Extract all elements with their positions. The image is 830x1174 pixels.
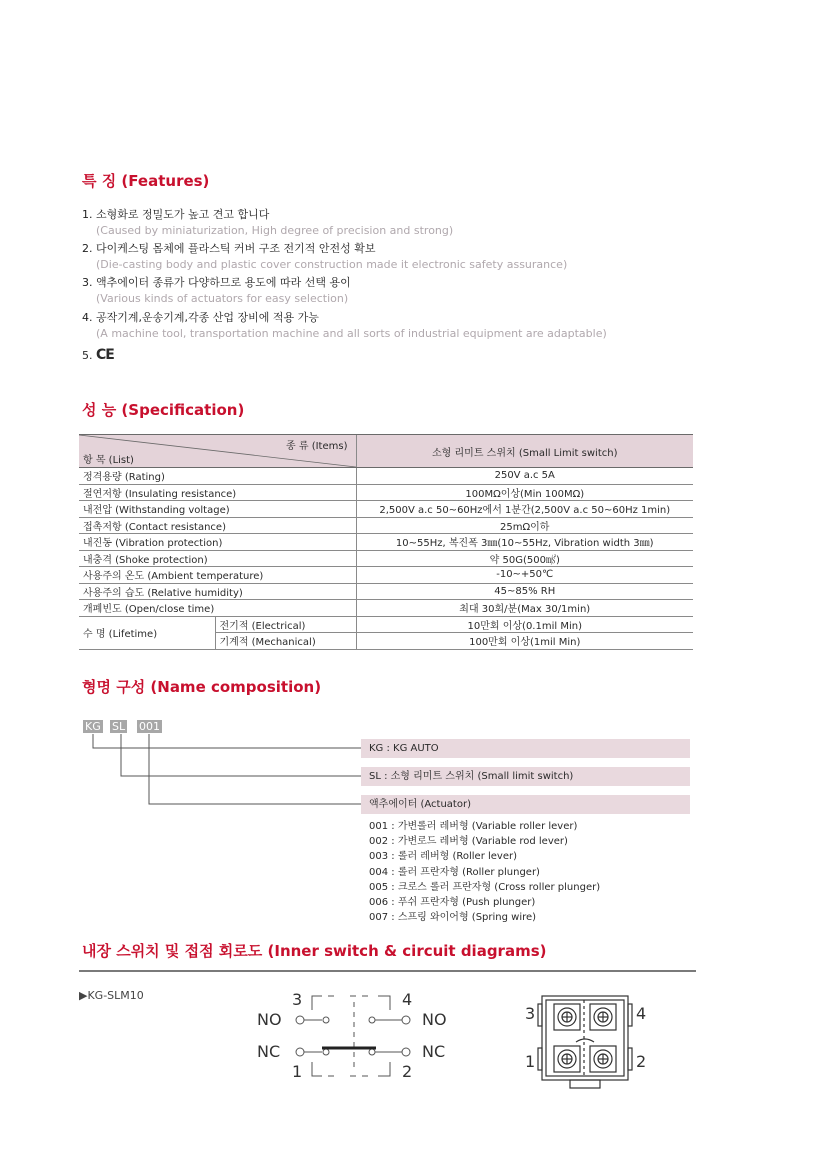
header-model: 소형 리미트 스위치 (Small Limit switch) xyxy=(356,435,693,468)
ce-mark-icon: CE xyxy=(96,347,114,363)
bar-sl: SL : 소형 리미트 스위치 (Small limit switch) xyxy=(361,767,690,786)
row-value: 250V a.c 5A xyxy=(356,468,693,485)
row-label: 정격용량 (Rating) xyxy=(79,468,356,485)
switch-terminal-4: 4 xyxy=(636,1004,647,1023)
row-value: 10~55Hz, 복진폭 3㎜(10~55Hz, Vibration width 3㎜) xyxy=(356,534,693,551)
circuit-diagram xyxy=(250,990,460,1085)
no-right: NO xyxy=(422,1010,447,1029)
list-item: 007 : 스프링 와이어형 (Spring wire) xyxy=(369,912,537,924)
feature-5-num: 5. xyxy=(82,349,93,362)
row-value: 약 50G(500㎨) xyxy=(356,550,693,567)
feature-3-ko: 3. 액추에이터 종류가 다양하므로 용도에 따라 선택 용이 xyxy=(82,276,351,289)
switch-terminal-1: 1 xyxy=(525,1052,536,1071)
switch-drawing xyxy=(520,990,650,1090)
row-value: 100MΩ이상(Min 100MΩ) xyxy=(356,484,693,501)
header-list: 항 목 (List) xyxy=(83,455,134,466)
list-item: 001 : 가변롤러 레버형 (Variable roller lever) xyxy=(369,821,578,832)
model-label: ▶KG-SLM10 xyxy=(79,989,144,1002)
feature-3-en: (Various kinds of actuators for easy selection) xyxy=(96,292,349,305)
terminal-2: 2 xyxy=(402,1062,413,1081)
lifetime-sub: 전기적 (Electrical) xyxy=(215,616,356,633)
row-label: 절연저항 (Insulating resistance) xyxy=(79,484,356,501)
row-label: 사용주의 온도 (Ambient temperature) xyxy=(79,567,356,584)
list-item: 003 : 롤러 레버형 (Roller lever) xyxy=(369,851,518,863)
terminal-1: 1 xyxy=(292,1062,303,1081)
list-item: 002 : 가변로드 레버형 (Variable rod lever) xyxy=(369,836,568,848)
no-left: NO xyxy=(257,1010,282,1029)
features-title: 특 징 (Features) xyxy=(82,172,210,190)
name-title: 형명 구성 (Name composition) xyxy=(82,678,322,696)
header-items: 종 류 (Items) xyxy=(286,441,348,452)
row-label: 내전압 (Withstanding voltage) xyxy=(79,501,356,518)
code-sl: SL xyxy=(112,720,126,733)
row-label: 접촉저항 (Contact resistance) xyxy=(79,517,356,534)
bar-actuator: 액추에이터 (Actuator) xyxy=(361,795,690,814)
nc-right: NC xyxy=(422,1042,446,1061)
section-divider xyxy=(79,970,696,972)
feature-4-ko: 4. 공작기계,운송기계,각종 산업 장비에 적용 가능 xyxy=(82,311,319,324)
row-value: 2,500V a.c 50~60Hz에서 1분간(2,500V a.c 50~60Hz 1min) xyxy=(356,501,693,518)
row-value: 최대 30회/분(Max 30/1min) xyxy=(356,600,693,617)
terminal-3: 3 xyxy=(292,990,303,1009)
circuit-lines xyxy=(250,990,460,1085)
lifetime-label: 수 명 (Lifetime) xyxy=(79,616,215,649)
row-value: 25mΩ이하 xyxy=(356,517,693,534)
feature-1-ko: 1. 소형화로 정밀도가 높고 견고 합니다 xyxy=(82,208,270,221)
spec-title: 성 능 (Specification) xyxy=(82,401,245,419)
switch-terminal-2: 2 xyxy=(636,1052,647,1071)
row-label: 개폐빈도 (Open/close time) xyxy=(79,600,356,617)
bar-kg: KG : KG AUTO xyxy=(361,739,690,758)
list-item: 006 : 푸쉬 프란자형 (Push plunger) xyxy=(369,897,536,909)
list-item: 004 : 롤러 프란자형 (Roller plunger) xyxy=(369,866,540,878)
list-item: 005 : 크로스 롤러 프란자형 (Cross roller plunger) xyxy=(369,881,601,893)
row-label: 내충격 (Shoke protection) xyxy=(79,550,356,567)
inner-title: 내장 스위치 및 접점 회로도 (Inner switch & circuit diagrams) xyxy=(82,942,547,960)
switch-body-icon xyxy=(520,990,650,1090)
actuator-list xyxy=(369,819,600,925)
feature-2-ko: 2. 다이케스팅 몸체에 플라스틱 커버 구조 전기적 안전성 확보 xyxy=(82,242,376,255)
nc-left: NC xyxy=(257,1042,281,1061)
row-label: 내진동 (Vibration protection) xyxy=(79,534,356,551)
terminal-4: 4 xyxy=(402,990,413,1009)
feature-1-en: (Caused by miniaturization, High degree of precision and strong) xyxy=(96,224,454,237)
lifetime-value: 10만회 이상(0.1mil Min) xyxy=(356,616,693,633)
lifetime-value: 100만회 이상(1mil Min) xyxy=(356,633,693,650)
row-label: 사용주의 습도 (Relative humidity) xyxy=(79,583,356,600)
switch-terminal-3: 3 xyxy=(525,1004,536,1023)
code-001: 001 xyxy=(139,720,160,733)
code-kg: KG xyxy=(85,720,101,733)
feature-2-en: (Die-casting body and plastic cover construction made it electronic safety assurance) xyxy=(96,258,568,271)
feature-4-en: (A machine tool, transportation machine and all sorts of industrial equipment are adaptable) xyxy=(96,327,607,340)
lifetime-sub: 기계적 (Mechanical) xyxy=(215,633,356,650)
row-value: 45~85% RH xyxy=(356,583,693,600)
row-value: -10~+50℃ xyxy=(356,567,693,584)
